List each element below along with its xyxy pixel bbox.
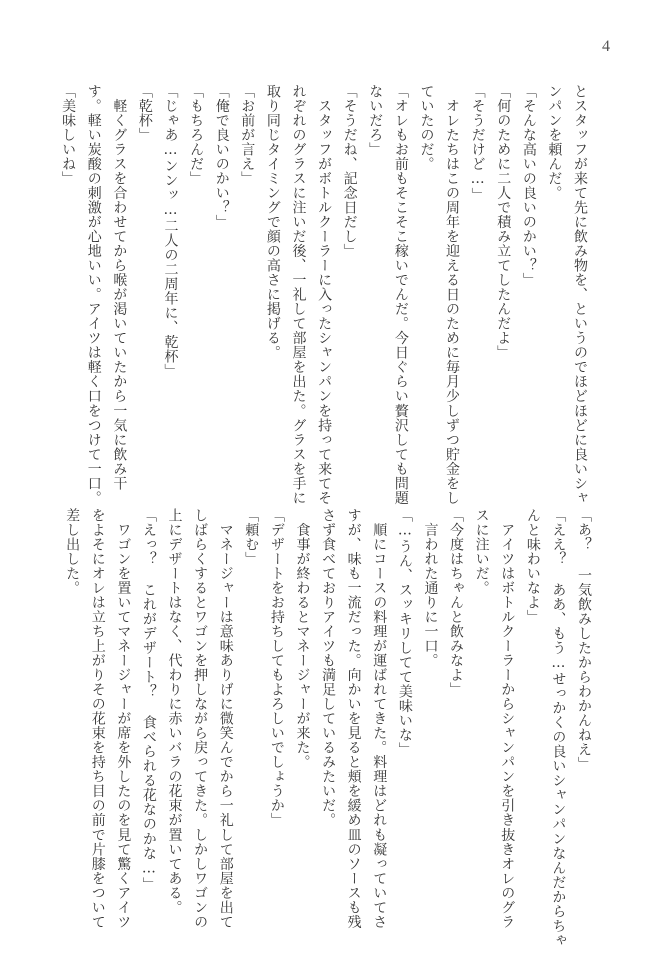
- text-line: オレたちはこの周年を迎える日のために毎月少しずつ貯金をし: [444, 84, 461, 506]
- text-line: 「お前が言え」: [239, 84, 256, 186]
- text-line: 「そうだね、記念日だし」: [341, 84, 358, 259]
- text-line: 「ええ？ ああ、もう…せっかくの良いシャンパンなんだからちゃ: [550, 508, 567, 948]
- text-line: をよそにオレは立ち上がりその花束を持ち目の前で片膝をついて: [89, 508, 106, 930]
- text-line: すが、味も一流だった。向かいを見ると頬を緩め皿のソースも残: [345, 508, 362, 930]
- text-line: アイツはボトルクーラーからシャンパンを引き抜きオレのグラ: [499, 508, 516, 930]
- text-line: 「オレもお前もそこそこ稼いでんだ。今日ぐらい贅沢しても問題: [392, 84, 409, 506]
- text-line: 「じゃあ…ンンッ…二人の二周年に、乾杯」: [162, 84, 179, 379]
- text-line: 「美味しいね」: [60, 84, 77, 186]
- text-line: 食事が終わるとマネージャーが来た。: [294, 508, 311, 770]
- text-line: 「何のために二人で積み立てしたんだよ」: [495, 84, 512, 360]
- text-line: ないだろ」: [367, 84, 384, 157]
- page-number: 4: [602, 38, 610, 55]
- text-line: しばらくするとワゴンを押しながら戻ってきた。しかしワゴンの: [192, 508, 209, 930]
- text-line: マネージャーは意味ありげに微笑んでから一礼して部屋を出て: [217, 508, 234, 930]
- text-line: 「乾杯」: [136, 84, 153, 143]
- text-line: 「デザートをお持ちしてもよろしいでしょうか」: [268, 508, 285, 828]
- text-line: 差し出した。: [64, 508, 81, 596]
- text-line: 「頼む」: [243, 508, 260, 567]
- text-block-top: [60, 84, 592, 506]
- text-line: 「…うん、スッキリしてて美味いな」: [396, 508, 413, 757]
- text-line: んと味わいなよ」: [524, 508, 541, 625]
- text-line: 「そんな高いの良いのかい？」: [520, 84, 537, 288]
- text-line: ていたのだ。: [418, 84, 435, 172]
- text-line: 「えっ？ これがデザート？ 食べられる花なのかな…」: [140, 508, 157, 892]
- text-line: 「あ？ 一気飲みしたからわかんねえ」: [576, 508, 592, 772]
- text-line: す。軽い炭酸の刺激が心地いい。アイツは軽く口をつけて一口。: [85, 84, 102, 506]
- text-line: 「今度はちゃんと飲みなよ」: [448, 508, 465, 697]
- text-line: 取り同じタイミングで顔の高さに掲げる。: [264, 84, 281, 360]
- text-block-bottom: [64, 508, 596, 948]
- text-line: スに注いだ。: [473, 508, 490, 596]
- text-line: 「俺で良いのかい？」: [213, 84, 230, 230]
- text-line: 言われた通りに一口。: [422, 508, 439, 668]
- text-line: さず食べておりアイツも満足しているみたいだ。: [320, 508, 337, 828]
- text-line: ンパンを頼んだ。: [546, 84, 563, 201]
- text-line: 「そうだけど…」: [469, 84, 486, 203]
- text-line: スタッフがボトルクーラーに入ったシャンパンを持って来てそ: [316, 84, 333, 506]
- text-line: とスタッフが来て先に飲み物を、というのでほどほどに良いシャ: [572, 84, 588, 506]
- text-line: 順にコースの料理が運ばれてきた。料理はどれも凝っていてさ: [371, 508, 388, 930]
- text-line: ワゴンを置いてマネージャーが席を外したのを見て驚くアイツ: [115, 508, 132, 930]
- text-line: れぞれのグラスに注いだ後、一礼して部屋を出た。グラスを手に: [290, 84, 307, 506]
- text-line: 上にデザートはなく、代わりに赤いバラの花束が置いてある。: [166, 508, 183, 915]
- text-line: 「もちろんだ」: [188, 84, 205, 186]
- text-line: 軽くグラスを合わせてから喉が渇いていたから一気に飲み干: [111, 84, 128, 491]
